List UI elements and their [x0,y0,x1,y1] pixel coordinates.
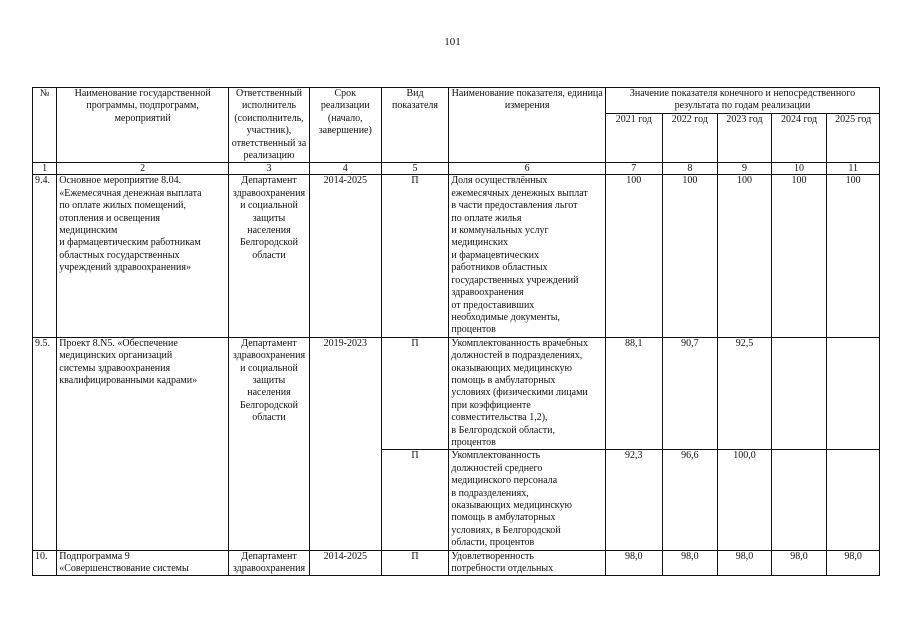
header-responsible: Ответственный исполнитель (соисполнитель, участник), ответственный за реализацию [229,88,310,163]
column-number: 7 [606,163,663,175]
row-number: 10. [33,550,57,576]
row-indicator-type: П [381,550,449,576]
row-responsible: Департамент здравоохранения [229,550,310,576]
row-period: 2014-2025 [309,550,381,576]
row-period: 2019-2023 [309,337,381,550]
column-number: 11 [827,163,880,175]
row-value [827,450,880,550]
row-value: 100 [718,175,772,337]
table-row [33,550,880,576]
row-value: 100,0 [718,450,772,550]
row-responsible: Департамент здравоохранения и социальной защиты населения Белгородской области [229,175,310,337]
column-number: 1 [33,163,57,175]
table-row [33,337,880,450]
program-indicators-table [32,87,880,576]
row-name: Основное мероприятие 8.04. «Ежемесячная денежная выплата по оплате жилых помещений, отопления и освещения медицинским и фармацевтическим работникам областных государственных учреждений здравоохранения» [57,175,229,337]
row-value: 96,6 [662,450,718,550]
row-indicator-type: П [381,175,449,337]
header-name: Наименование государственной программы, подпрограмм, мероприятий [57,88,229,163]
column-number: 10 [771,163,827,175]
column-number: 4 [309,163,381,175]
row-period: 2014-2025 [309,175,381,337]
header-year: 2024 год [771,114,827,163]
header-year: 2021 год [606,114,663,163]
row-value: 100 [827,175,880,337]
header-values: Значение показателя конечного и непосредственного результата по годам реализации [606,88,880,114]
header-period: Срок реализации (начало, завершение) [309,88,381,163]
row-value: 98,0 [771,550,827,576]
row-value: 88,1 [606,337,663,450]
row-value: 100 [662,175,718,337]
header-year: 2023 год [718,114,772,163]
column-number: 2 [57,163,229,175]
header-year: 2022 год [662,114,718,163]
row-value [771,337,827,450]
row-responsible: Департамент здравоохранения и социальной защиты населения Белгородской области [229,337,310,550]
row-value: 92,3 [606,450,663,550]
row-indicator-text: Укомплектованность должностей среднего медицинского персонала в подразделениях, оказывающих медицинскую помощь в амбулаторных условиях, в Белгородской области, процентов [449,450,606,550]
row-number: 9.5. [33,337,57,550]
column-number: 8 [662,163,718,175]
row-value: 92,5 [718,337,772,450]
row-value: 90,7 [662,337,718,450]
header-type: Вид показателя [381,88,449,163]
header-year: 2025 год [827,114,880,163]
row-value [771,450,827,550]
column-number: 5 [381,163,449,175]
page-number: 101 [444,36,461,48]
row-value: 98,0 [606,550,663,576]
table-row [33,175,880,337]
row-value: 98,0 [662,550,718,576]
row-indicator-type: П [381,450,449,550]
row-value: 98,0 [827,550,880,576]
row-name: Подпрограмма 9 «Совершенствование системы [57,550,229,576]
row-indicator-text: Удовлетворенность потребности отдельных [449,550,606,576]
column-number: 3 [229,163,310,175]
column-number: 6 [449,163,606,175]
row-value: 100 [606,175,663,337]
row-value: 100 [771,175,827,337]
column-number: 9 [718,163,772,175]
row-number: 9.4. [33,175,57,337]
column-number-row [33,163,880,175]
row-value: 98,0 [718,550,772,576]
row-value [827,337,880,450]
header-indicator: Наименование показателя, единица измерения [449,88,606,163]
row-indicator-type: П [381,337,449,450]
header-num: № [33,88,57,163]
row-indicator-text: Доля осуществлённых ежемесячных денежных выплат в части предоставления льгот по оплате жилья и коммунальных услуг медицинских и фармацевтических работников областных государственных учреждений здравоохранения от предоставивших необходимые документы, процентов [449,175,606,337]
row-name: Проект 8.N5. «Обеспечение медицинских организаций системы здравоохранения квалифицированными кадрами» [57,337,229,550]
row-indicator-text: Укомплектованность врачебных должностей в подразделениях, оказывающих медицинскую помощь в амбулаторных условиях (физическими лицами при коэффициенте совместительства 1,2), в Белгородской области, процентов [449,337,606,450]
